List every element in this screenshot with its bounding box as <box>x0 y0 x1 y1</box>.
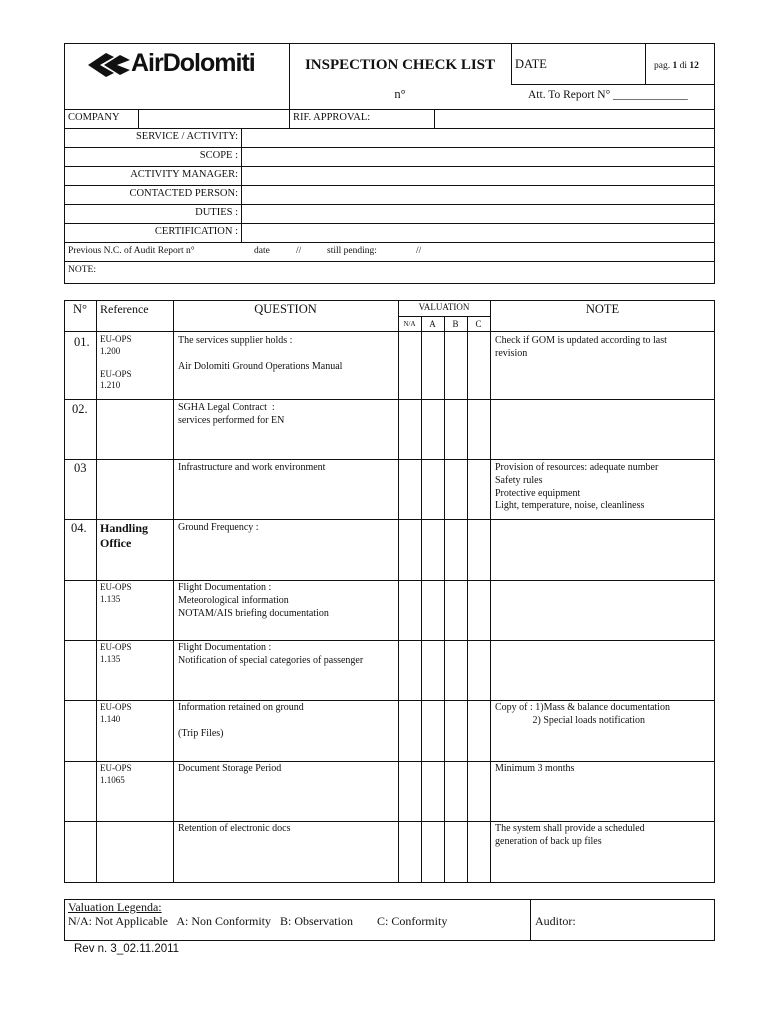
col-header-na: N/A <box>403 320 416 328</box>
service-activity-field[interactable] <box>242 129 714 146</box>
att-report-field[interactable]: Att. To Report N° _____________ <box>528 89 688 101</box>
row-question: Infrastructure and work environment <box>178 462 326 473</box>
row-number: 02. <box>72 402 88 416</box>
valuation-na-cell[interactable] <box>399 701 421 760</box>
valuation-a-cell[interactable] <box>422 701 444 760</box>
valuation-b-cell[interactable] <box>445 332 467 398</box>
report-number-label: n° <box>394 87 406 101</box>
certification-label: CERTIFICATION : <box>154 226 238 237</box>
row-question: Flight Documentation : Notification of special categories of passenger <box>178 642 364 666</box>
divider <box>64 242 715 243</box>
col-header-reference: Reference <box>100 302 149 316</box>
revision-label: Rev n. 3_02.11.2011 <box>74 943 180 955</box>
contacted-person-label: CONTACTED PERSON: <box>129 188 238 199</box>
row-reference: EU-OPS 1.135 <box>100 582 132 604</box>
logo-text: AirDolomiti <box>131 49 255 77</box>
scope-label: SCOPE : <box>199 150 238 161</box>
row-note: Check if GOM is updated according to last revision <box>495 335 667 359</box>
duties-field[interactable] <box>242 205 714 222</box>
valuation-c-cell[interactable] <box>468 822 490 881</box>
row-number: 03 <box>74 461 87 475</box>
valuation-b-cell[interactable] <box>445 460 467 518</box>
legend-title: Valuation Legenda: <box>68 900 162 914</box>
note-label: NOTE: <box>68 265 96 275</box>
auditor-field[interactable] <box>585 901 713 939</box>
col-header-note: NOTE <box>585 302 620 316</box>
valuation-c-cell[interactable] <box>468 332 490 398</box>
row-number: 01. <box>74 335 90 349</box>
activity-manager-field[interactable] <box>242 167 714 184</box>
valuation-a-cell[interactable] <box>422 460 444 518</box>
col-header-number: N° <box>72 302 88 316</box>
row-reference: EU-OPS 1.200 EU-OPS 1.210 <box>100 334 132 390</box>
still-pending-label: still pending: <box>327 246 377 256</box>
divider <box>511 43 512 84</box>
rif-approval-field[interactable] <box>435 110 714 127</box>
service-activity-label: SERVICE / ACTIVITY: <box>135 131 238 142</box>
valuation-c-cell[interactable] <box>468 581 490 639</box>
valuation-na-cell[interactable] <box>399 520 421 579</box>
company-field[interactable] <box>139 110 288 127</box>
table-row <box>64 400 715 459</box>
still-pending-value: // <box>416 246 422 256</box>
valuation-c-cell[interactable] <box>468 762 490 820</box>
company-label: COMPANY <box>68 112 120 123</box>
air-dolomiti-wing-logo-icon <box>84 48 132 82</box>
valuation-c-cell[interactable] <box>468 641 490 699</box>
col-header-a: A <box>429 319 436 329</box>
valuation-b-cell[interactable] <box>445 822 467 881</box>
row-question: Retention of electronic docs <box>178 823 291 834</box>
row-question: SGHA Legal Contract : services performed for EN <box>178 402 285 426</box>
row-note: The system shall provide a scheduled generation of back up files <box>495 823 645 847</box>
table-row <box>64 332 715 399</box>
col-header-question: QUESTION <box>254 302 317 316</box>
divider <box>511 84 715 85</box>
valuation-a-cell[interactable] <box>422 332 444 398</box>
valuation-na-cell[interactable] <box>399 332 421 398</box>
row-note: Copy of : 1)Mass & balance documentation 2) Special loads notification <box>495 702 670 726</box>
divider <box>398 316 490 317</box>
divider <box>289 109 290 128</box>
table-row <box>64 460 715 519</box>
valuation-na-cell[interactable] <box>399 460 421 518</box>
row-question: The services supplier holds : Air Dolomiti Ground Operations Manual <box>178 335 343 372</box>
table-row <box>64 641 715 700</box>
row-question: Document Storage Period <box>178 763 282 774</box>
valuation-a-cell[interactable] <box>422 400 444 458</box>
scope-field[interactable] <box>242 148 714 165</box>
valuation-c-cell[interactable] <box>468 400 490 458</box>
row-reference: EU-OPS 1.140 <box>100 702 132 724</box>
col-header-c: C <box>475 319 482 329</box>
row-note: Minimum 3 months <box>495 763 575 774</box>
row-question: Flight Documentation : Meteorological information NOTAM/AIS briefing documentation <box>178 582 329 619</box>
table-row <box>64 762 715 821</box>
valuation-c-cell[interactable] <box>468 460 490 518</box>
valuation-c-cell[interactable] <box>468 520 490 579</box>
table-row <box>64 581 715 640</box>
page-title: INSPECTION CHECK LIST <box>304 57 496 73</box>
row-note: Provision of resources: adequate number Safety rules Protective equipment Light, temperature, noise, cleanliness <box>495 462 659 512</box>
valuation-b-cell[interactable] <box>445 701 467 760</box>
contacted-person-field[interactable] <box>242 186 714 203</box>
row-reference: EU-OPS 1.1065 <box>100 763 132 785</box>
valuation-na-cell[interactable] <box>399 762 421 820</box>
valuation-b-cell[interactable] <box>445 641 467 699</box>
valuation-na-cell[interactable] <box>399 641 421 699</box>
col-header-b: B <box>452 319 459 329</box>
valuation-a-cell[interactable] <box>422 581 444 639</box>
company-logo <box>84 48 274 82</box>
row-question: Information retained on ground (Trip Files) <box>178 702 304 739</box>
table-row <box>64 520 715 580</box>
row-number: 04. <box>71 521 87 535</box>
valuation-b-cell[interactable] <box>445 520 467 579</box>
rif-approval-label: RIF. APPROVAL: <box>293 112 371 123</box>
col-header-valuation: VALUATION <box>418 302 470 312</box>
page-indicator: pag. 1 di 12 <box>654 61 699 71</box>
table-row <box>64 822 715 882</box>
row-reference: EU-OPS 1.135 <box>100 642 132 664</box>
valuation-na-cell[interactable] <box>399 581 421 639</box>
previous-nc-date-label: date <box>254 246 270 256</box>
previous-nc-date-value: // <box>296 246 302 256</box>
valuation-na-cell[interactable] <box>399 822 421 881</box>
divider <box>530 899 531 941</box>
previous-nc-label: Previous N.C. of Audit Report n° <box>68 246 195 256</box>
row-reference: Handling Office <box>100 521 149 550</box>
valuation-a-cell[interactable] <box>422 641 444 699</box>
divider <box>645 43 646 84</box>
valuation-b-cell[interactable] <box>445 581 467 639</box>
row-question: Ground Frequency : <box>178 522 259 533</box>
table-row <box>64 701 715 761</box>
valuation-na-cell[interactable] <box>399 400 421 458</box>
duties-label: DUTIES : <box>195 207 238 218</box>
activity-manager-label: ACTIVITY MANAGER: <box>130 169 238 180</box>
valuation-a-cell[interactable] <box>422 762 444 820</box>
auditor-label: Auditor: <box>535 914 576 928</box>
certification-field[interactable] <box>242 224 714 241</box>
note-field[interactable] <box>110 262 714 283</box>
valuation-b-cell[interactable] <box>445 400 467 458</box>
valuation-a-cell[interactable] <box>422 520 444 579</box>
legend-items: N/A: Not Applicable A: Non Conformity B: Observation C: Conformity <box>68 914 448 928</box>
valuation-a-cell[interactable] <box>422 822 444 881</box>
valuation-b-cell[interactable] <box>445 762 467 820</box>
date-label: DATE <box>515 57 547 71</box>
valuation-c-cell[interactable] <box>468 701 490 760</box>
